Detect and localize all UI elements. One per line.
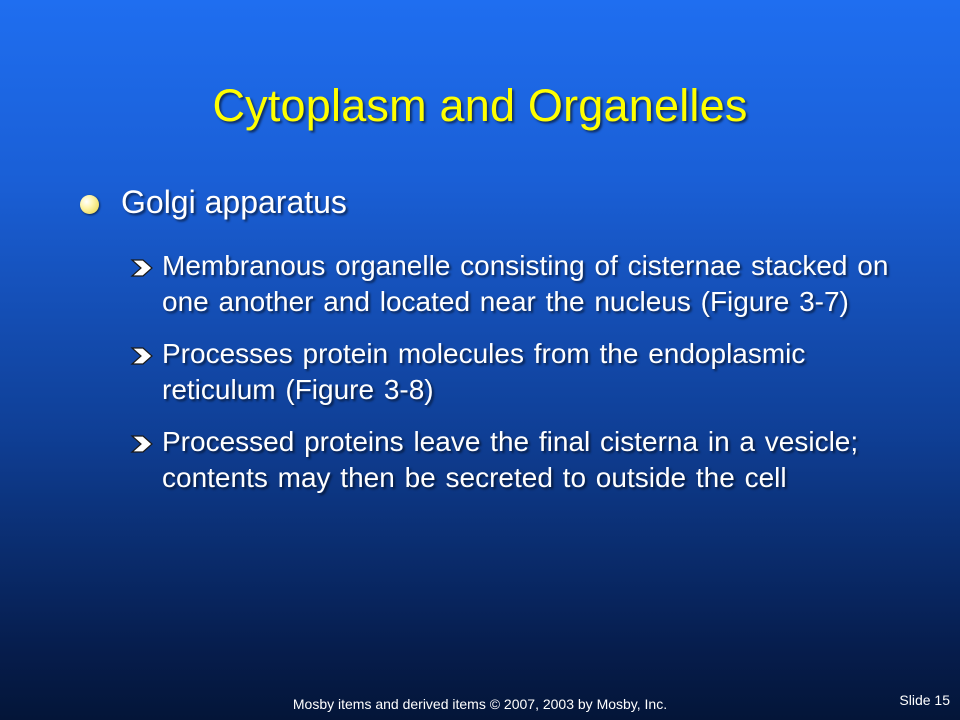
- arrow-bullet-icon: [130, 258, 154, 278]
- sub-bullet-item: [130, 248, 890, 320]
- slide-title: Cytoplasm and Organelles: [212, 80, 748, 131]
- sub-bullet-text: Membranous organelle consisting of cisternae stacked on one another and located near the nucleus (Figure 3-7): [162, 250, 889, 317]
- arrow-bullet-icon: [130, 346, 154, 366]
- copyright-footer: Mosby items and derived items © 2007, 2003 by Mosby, Inc.: [292, 696, 668, 712]
- round-bullet-icon: [80, 195, 99, 214]
- sub-bullet-text: Processed proteins leave the final cisterna in a vesicle; contents may then be secreted to outside the cell: [162, 426, 859, 493]
- sub-bullet-list: [130, 248, 890, 512]
- sub-bullet-item: [130, 424, 890, 496]
- slide-number: Slide 15: [899, 692, 950, 708]
- arrow-bullet-icon: [130, 434, 154, 454]
- sub-bullet-text: Processes protein molecules from the endoplasmic reticulum (Figure 3-8): [162, 338, 806, 405]
- bullet-text: Golgi apparatus: [121, 184, 347, 220]
- sub-bullet-item: [130, 336, 890, 408]
- bullet-item: [80, 180, 347, 224]
